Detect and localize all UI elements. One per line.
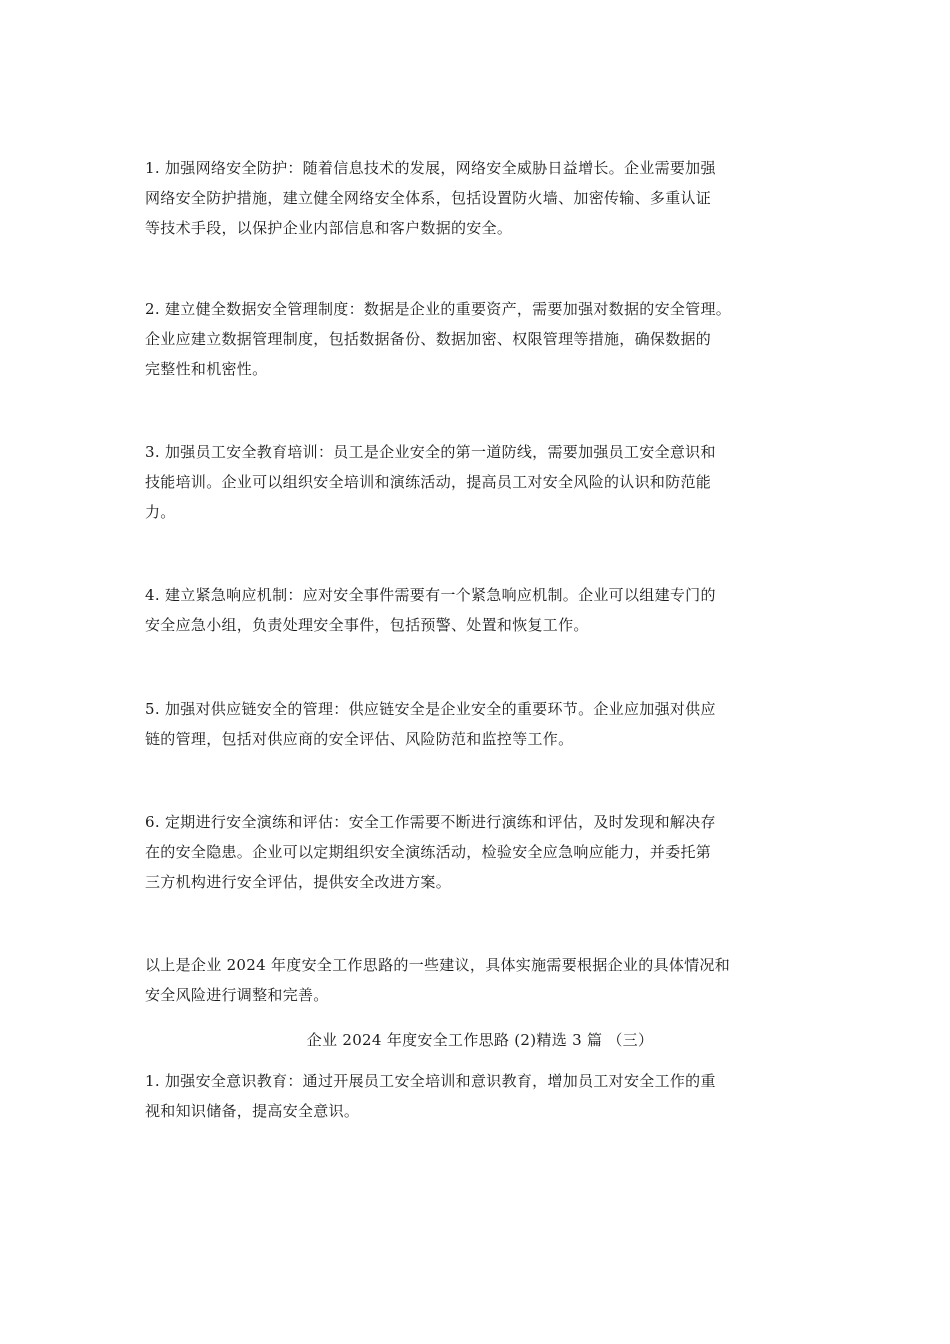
text-line: 链的管理，包括对供应商的安全评估、风险防范和监控等工作。: [145, 730, 574, 748]
text-line: 1. 加强网络安全防护：随着信息技术的发展，网络安全威胁日益增长。企业需要加强: [145, 159, 716, 177]
text-line: 三方机构进行安全评估，提供安全改进方案。: [145, 873, 452, 891]
text-line: 网络安全防护措施，建立健全网络安全体系，包括设置防火墙、加密传输、多重认证: [145, 189, 712, 207]
text-line: 技能培训。企业可以组织安全培训和演练活动，提高员工对安全风险的认识和防范能: [145, 473, 712, 491]
paragraph-summary: [145, 950, 815, 1010]
text-line: 2. 建立健全数据安全管理制度：数据是企业的重要资产，需要加强对数据的安全管理。: [145, 300, 732, 318]
paragraph-awareness-education: [145, 1066, 815, 1126]
text-line: 1. 加强安全意识教育：通过开展员工安全培训和意识教育，增加员工对安全工作的重: [145, 1072, 716, 1090]
text-line: 以上是企业 2024 年度安全工作思路的一些建议，具体实施需要根据企业的具体情况和: [145, 956, 731, 974]
text-line: 力。: [145, 503, 176, 521]
text-line: 5. 加强对供应链安全的管理：供应链安全是企业安全的重要环节。企业应加强对供应: [145, 700, 716, 718]
text-line: 等技术手段，以保护企业内部信息和客户数据的安全。: [145, 219, 513, 237]
text-line: 完整性和机密性。: [145, 360, 268, 378]
text-line: 6. 定期进行安全演练和评估：安全工作需要不断进行演练和评估，及时发现和解决存: [145, 813, 716, 831]
text-line: 3. 加强员工安全教育培训：员工是企业安全的第一道防线，需要加强员工安全意识和: [145, 443, 716, 461]
text-line: 4. 建立紧急响应机制：应对安全事件需要有一个紧急响应机制。企业可以组建专门的: [145, 586, 716, 604]
paragraph-data-security: [145, 294, 815, 384]
paragraph-network-security: [145, 153, 815, 243]
text-line: 企业应建立数据管理制度，包括数据备份、数据加密、权限管理等措施，确保数据的: [145, 330, 712, 348]
text-line: 安全风险进行调整和完善。: [145, 986, 329, 1004]
section-heading: 企业 2024 年度安全工作思路 (2)精选 3 篇 （三）: [306, 1031, 654, 1049]
paragraph-staff-training: [145, 437, 815, 527]
text-line: 视和知识储备，提高安全意识。: [145, 1102, 360, 1120]
text-line: 在的安全隐患。企业可以定期组织安全演练活动，检验安全应急响应能力，并委托第: [145, 843, 712, 861]
paragraph-supply-chain: [145, 694, 815, 754]
paragraph-drills-assessment: [145, 807, 815, 897]
paragraph-emergency-response: [145, 580, 815, 640]
text-line: 安全应急小组，负责处理安全事件，包括预警、处置和恢复工作。: [145, 616, 589, 634]
